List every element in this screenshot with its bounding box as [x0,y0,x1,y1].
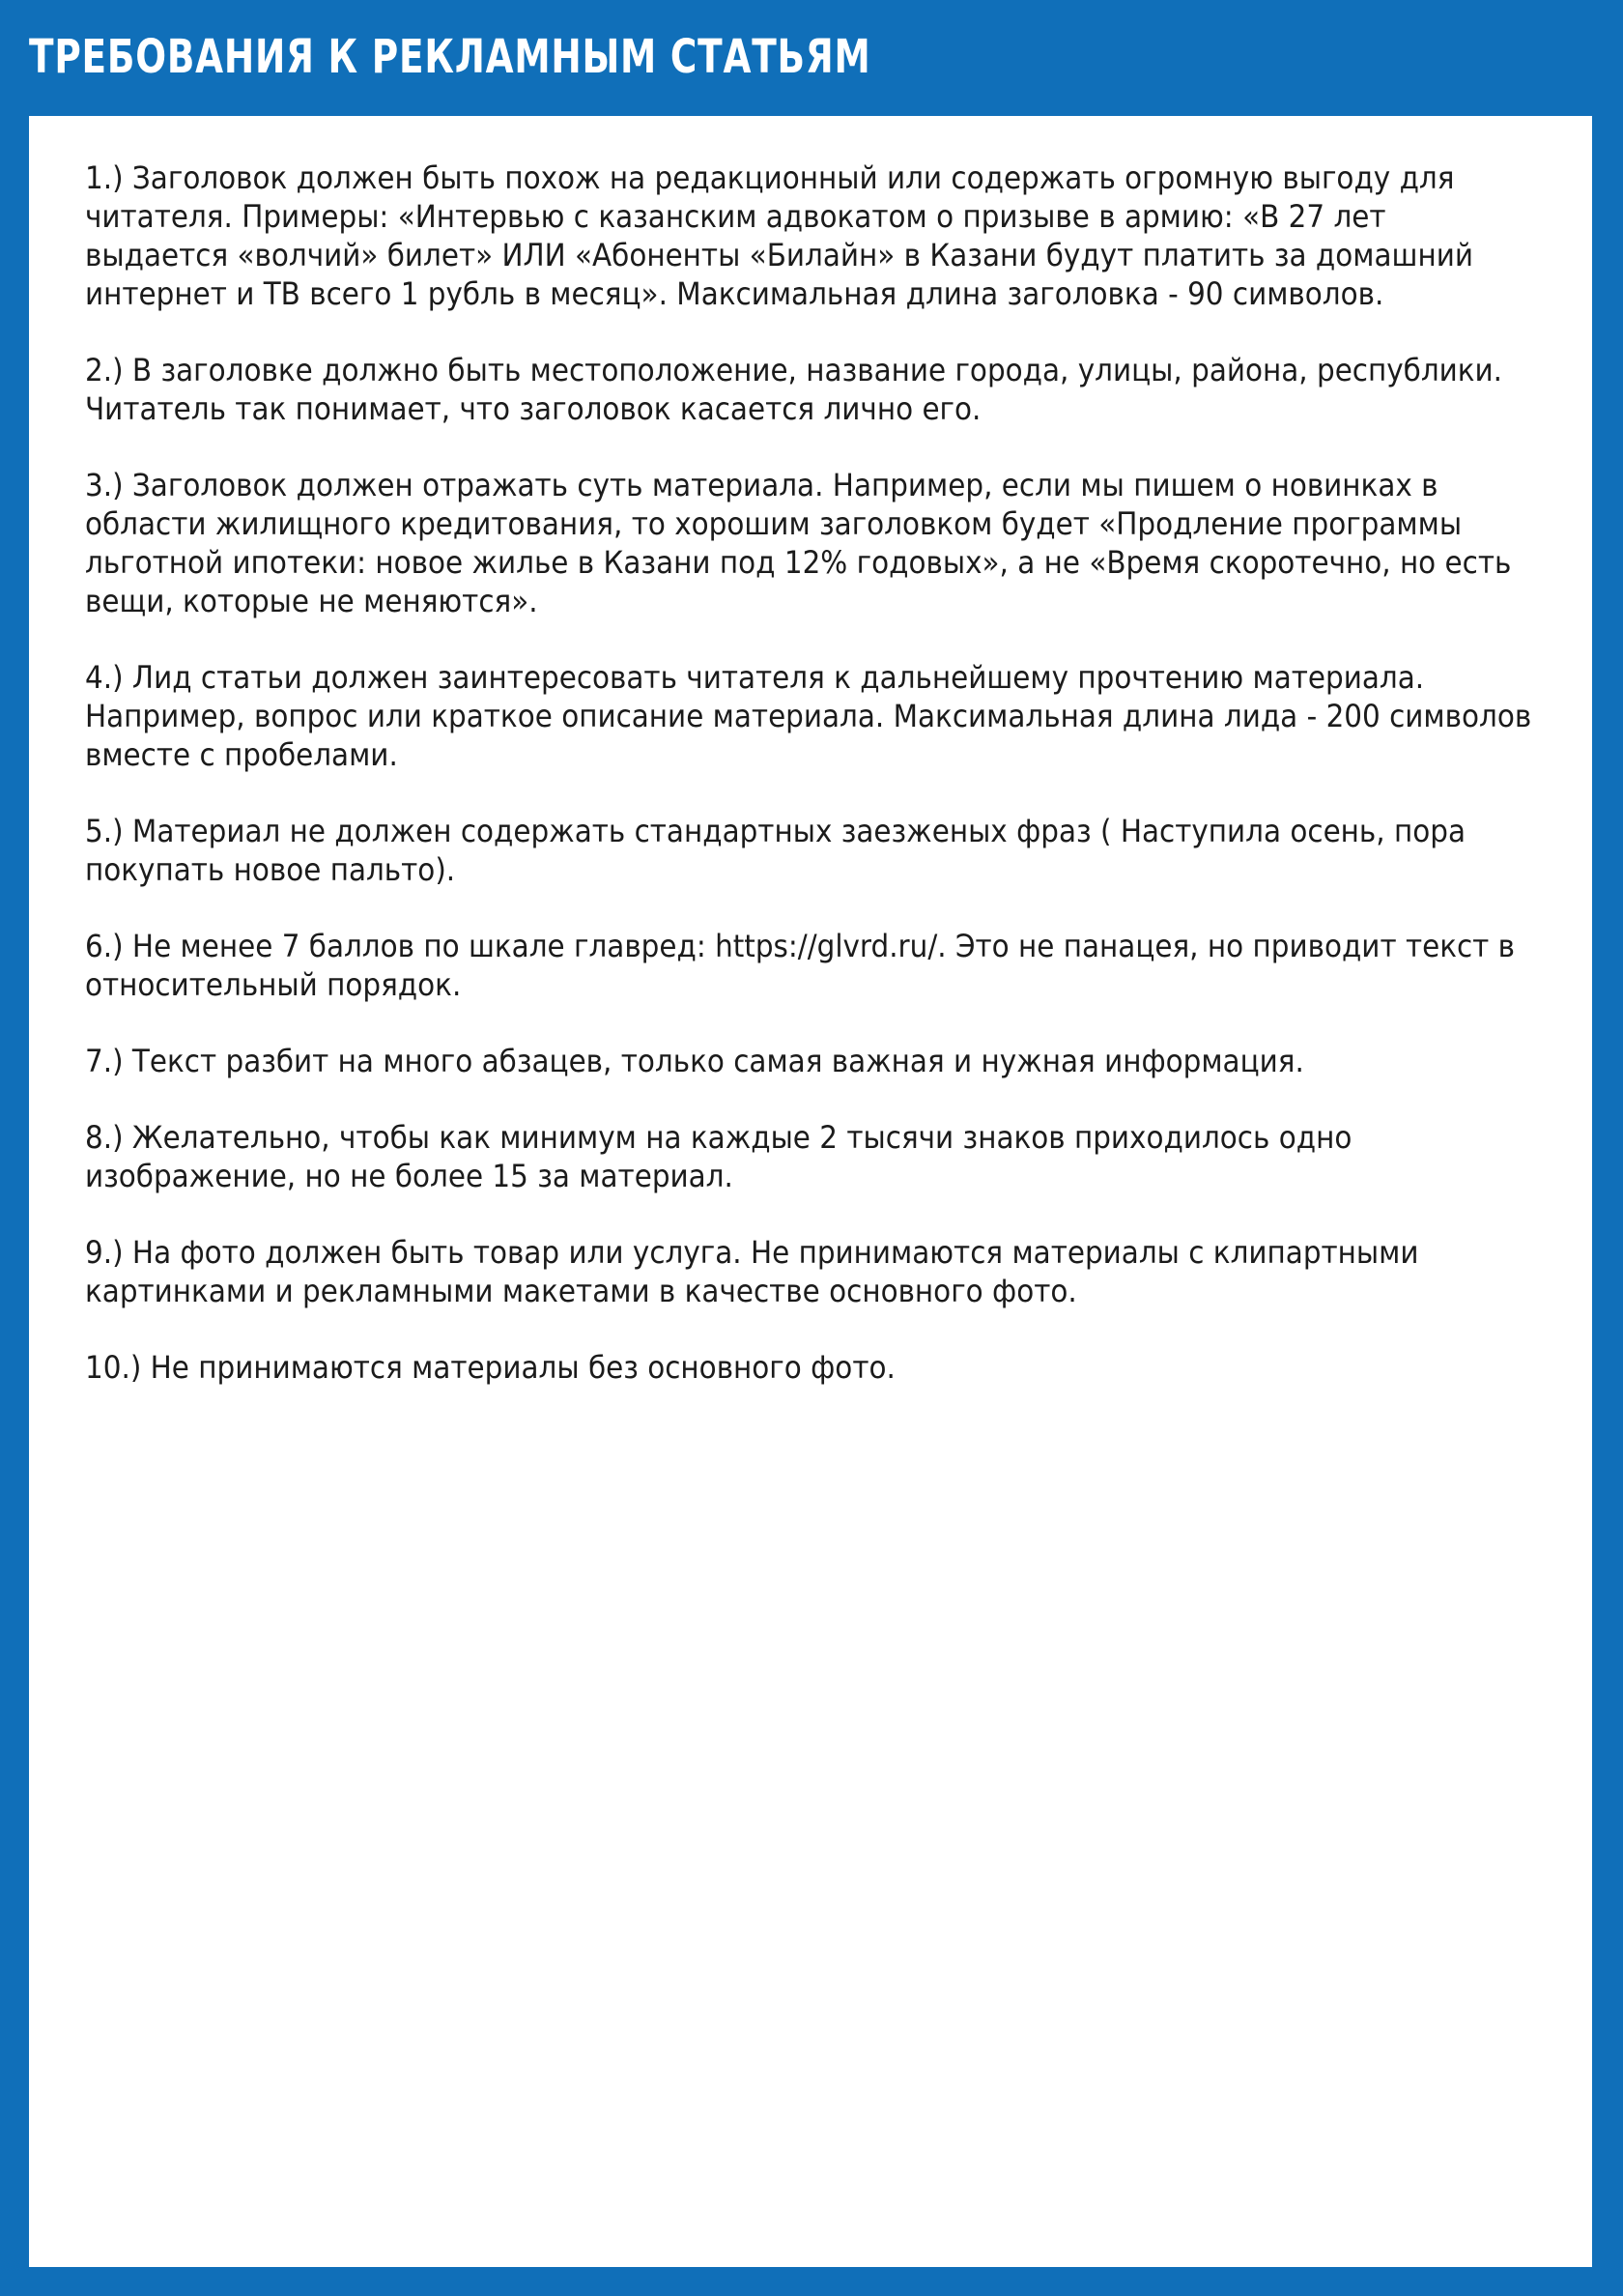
page-title: ТРЕБОВАНИЯ К РЕКЛАМНЫМ СТАТЬЯМ [29,30,871,84]
page-header [0,0,1623,114]
requirement-item-2: 2.) В заголовке должно быть местоположение, название города, улицы, района, республики. Читатель так понимает, что заголовок касается лично его. [85,352,1503,427]
requirements-list [85,158,1536,1387]
requirement-item-6: 6.) Не менее 7 баллов по шкале главред: https://glvrd.ru/. Это не панацея, но приводит текст в относительный порядок. [85,928,1516,1003]
requirement-item-1: 1.) Заголовок должен быть похож на редакционный или содержать огромную выгоду для читателя. Примеры: «Интервью с казанским адвокатом о призыве в армию: «В 27 лет выдается «волчий» билет» ИЛИ «Абоненты «Билайн» в Казани будут платить за домашний интернет и ТВ всего 1 рубль в месяц». Максимальная длина заголовка - 90 символов. [85,159,1473,312]
requirement-item-3: 3.) Заголовок должен отражать суть материала. Например, если мы пишем о новинках в области жилищного кредитования, то хорошим заголовком будет «Продление программы льготной ипотеки: новое жилье в Казани под 12% годовых», а не «Время скоротечно, но есть вещи, которые не меняются». [85,467,1512,619]
requirement-item-7: 7.) Текст разбит на много абзацев, только самая важная и нужная информация. [85,1043,1304,1079]
requirement-item-8: 8.) Желательно, чтобы как минимум на каждые 2 тысячи знаков приходилось одно изображение, но не более 15 за материал. [85,1119,1352,1194]
requirement-item-10: 10.) Не принимаются материалы без основного фото. [85,1349,896,1386]
requirement-item-5: 5.) Материал не должен содержать стандартных заезженых фраз ( Наступила осень, пора покупать новое пальто). [85,813,1466,888]
requirement-item-9: 9.) На фото должен быть товар или услуга. Не принимаются материалы с клипартными картинками и рекламными макетами в качестве основного фото. [85,1234,1419,1309]
content-panel [29,116,1592,2267]
requirement-item-4: 4.) Лид статьи должен заинтересовать читателя к дальнейшему прочтению материала. Например, вопрос или краткое описание материала. Максимальная длина лида - 200 символов вместе с пробелами. [85,659,1532,773]
